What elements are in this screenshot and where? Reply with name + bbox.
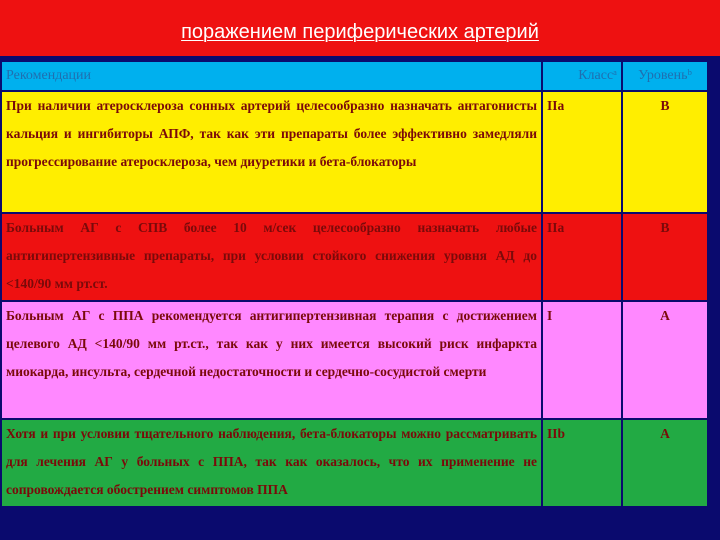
recommendations-table xyxy=(0,60,709,508)
recommendation-class: IIa xyxy=(542,213,622,301)
recommendation-class: I xyxy=(542,301,622,419)
evidence-level: B xyxy=(622,91,708,213)
recommendation-text: При наличии атеросклероза сонных артерий целесообразно назначать антагонисты кальция и ингибиторы АПФ, так как эти препараты более эффективно замедляли прогрессирование атеросклероза, чем диуретики и бета-блокаторы xyxy=(1,91,542,213)
table-row xyxy=(1,419,708,507)
table-row xyxy=(1,91,708,213)
table-header-row xyxy=(1,61,708,91)
recommendation-text: Больным АГ с СПВ более 10 м/сек целесообразно назначать любые антигипертензивные препараты, при условии стойкого снижения уровня АД до <140/90 мм рт.ст. xyxy=(1,213,542,301)
table-row xyxy=(1,301,708,419)
header-recommendation: Рекомендации xyxy=(1,61,542,91)
header-class: Классᵃ xyxy=(542,61,622,91)
recommendation-text: Хотя и при условии тщательного наблюдения, бета-блокаторы можно рассматривать для лечения АГ у больных с ППА, так как оказалось, что их применение не сопровождается обострением симптомов ППА xyxy=(1,419,542,507)
evidence-level: A xyxy=(622,419,708,507)
recommendation-class: IIb xyxy=(542,419,622,507)
recommendation-class: IIa xyxy=(542,91,622,213)
table-row xyxy=(1,213,708,301)
header-level: Уровеньᵇ xyxy=(622,61,708,91)
evidence-level: B xyxy=(622,213,708,301)
evidence-level: A xyxy=(622,301,708,419)
slide-title: поражением периферических артерий xyxy=(181,21,539,43)
recommendation-text: Больным АГ с ППА рекомендуется антигипертензивная терапия с достижением целевого АД <140/90 мм рт.ст., так как у них имеется высокий риск инфаркта миокарда, инсульта, сердечной недостаточности и сердечно-сосудистой смерти xyxy=(1,301,542,419)
